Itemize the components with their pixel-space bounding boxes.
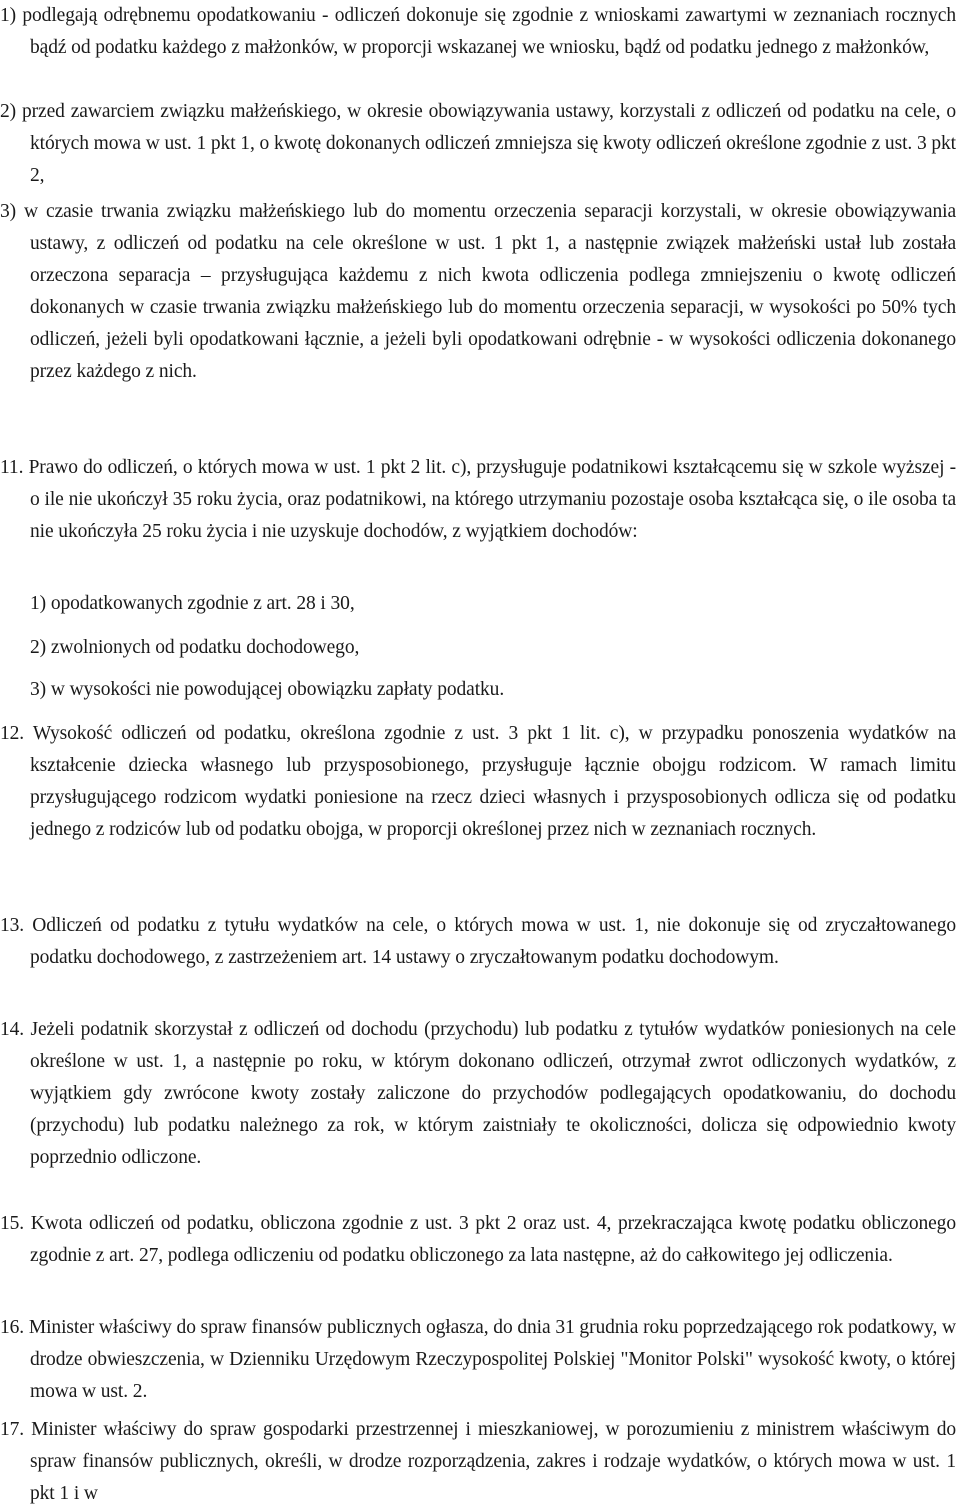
income-exception-3: 3) w wysokości nie powodującej obowiązku zapłaty podatku.: [30, 679, 505, 700]
subitem-1-separate-taxation: 1) podlegają odrębnemu opodatkowaniu - odliczeń dokonuje się zgodnie z wnioskami zawartymi w zeznaniach rocznych bądź od podatku każdego z małżonków, w proporcji wskazanej we wniosku, bądź od podatku jednego z małżonków,: [0, 5, 956, 58]
section-15-paragraph: 15. Kwota odliczeń od podatku, obliczona zgodnie z ust. 3 pkt 2 oraz ust. 4, przekraczająca kwotę podatku obliczonego zgodnie z art. 27, podlega odliczeniu od podatku obliczonego za lata następne, aż do całkowitego jej odliczenia.: [0, 1213, 956, 1266]
subitem-3-during-marriage: 3) w czasie trwania związku małżeńskiego lub do momentu orzeczenia separacji korzystali, w okresie obowiązywania ustawy, z odliczeń od podatku na cele określone w ust. 1 pkt 1, a następnie związek małżeński ustał lub została orzeczona separacja – przysługująca każdemu z nich kwota odliczenia podlega zmniejszeniu o kwotę odliczeń dokonanych w czasie trwania związku małżeńskiego lub do momentu orzeczenia separacji, w wysokości po 50% tych odliczeń, jeżeli byli opodatkowani łącznie, a jeżeli byli opodatkowani odrębnie - w wysokości odliczenia dokonanego przez każdego z nich.: [0, 201, 956, 382]
section-11-paragraph: 11. Prawo do odliczeń, o których mowa w ust. 1 pkt 2 lit. c), przysługuje podatnikowi kształcącemu się w szkole wyższej - o ile nie ukończył 35 roku życia, oraz podatnikowi, na którego utrzymaniu pozostaje osoba kształcąca się, o ile osoba ta nie ukończyła 25 roku życia i nie uzyskuje dochodów, z wyjątkiem dochodów:: [0, 457, 956, 542]
section-13-paragraph: 13. Odliczeń od podatku z tytułu wydatków na cele, o których mowa w ust. 1, nie dokonuje się od zryczałtowanego podatku dochodowego, z zastrzeżeniem art. 14 ustawy o zryczałtowanym podatku dochodowym.: [0, 915, 956, 968]
income-exception-1: 1) opodatkowanych zgodnie z art. 28 i 30,: [30, 593, 355, 614]
subitem-2-before-marriage: 2) przed zawarciem związku małżeńskiego, w okresie obowiązywania ustawy, korzystali z odliczeń od podatku na cele, o których mowa w ust. 1 pkt 1, o kwotę dokonanych odliczeń zmniejsza się kwoty odliczeń określone zgodnie z ust. 3 pkt 2,: [0, 101, 956, 186]
section-16-paragraph: 16. Minister właściwy do spraw finansów publicznych ogłasza, do dnia 31 grudnia roku poprzedzającego rok podatkowy, w drodze obwieszczenia, w Dzienniku Urzędowym Rzeczypospolitej Polskiej "Monitor Polski" wysokość kwoty, o której mowa w ust. 2.: [0, 1317, 956, 1402]
section-14-paragraph: 14. Jeżeli podatnik skorzystał z odliczeń od dochodu (przychodu) lub podatku z tytułów wydatków poniesionych na cele określone w ust. 1, a następnie po roku, w którym dokonano odliczeń, otrzymał zwrot odliczonych wydatków, z wyjątkiem gdy zwrócone kwoty zostały zaliczone do przychodów podlegających opodatkowaniu, do dochodu (przychodu) lub podatku należnego za rok, w którym zaistniały te okoliczności, dolicza się odpowiednio kwoty poprzednio odliczone.: [0, 1019, 956, 1168]
section-17-paragraph: 17. Minister właściwy do spraw gospodarki przestrzennej i mieszkaniowej, w porozumieniu z ministrem właściwym do spraw finansów publicznych, określi, w drodze rozporządzenia, zakres i rodzaje wydatków, o których mowa w ust. 1 pkt 1 i w: [0, 1419, 956, 1504]
section-12-paragraph: 12. Wysokość odliczeń od podatku, określona zgodnie z ust. 3 pkt 1 lit. c), w przypadku ponoszenia wydatków na kształcenie dziecka własnego lub przysposobionego, przysługuje łącznie obojgu rodzicom. W ramach limitu przysługującego rodzicom wydatki poniesione na rzecz dzieci własnych i przysposobionych odlicza się od podatku jednego z rodziców lub od podatku obojga, w proporcji określonej przez nich w zeznaniach rocznych.: [0, 723, 956, 840]
income-exception-2: 2) zwolnionych od podatku dochodowego,: [30, 637, 360, 658]
